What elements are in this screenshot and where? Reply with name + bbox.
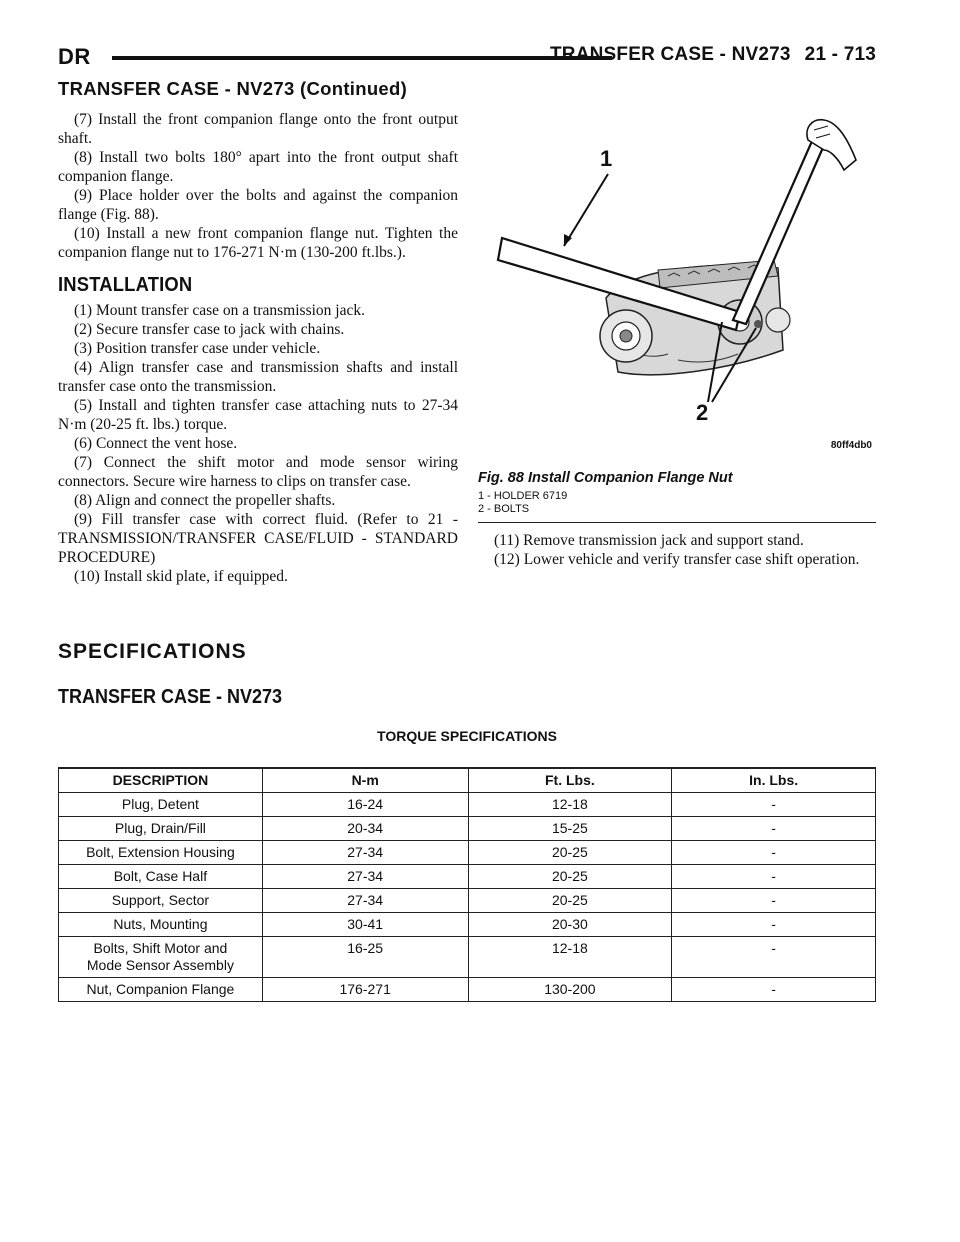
table-cell: 15-25 [468, 817, 672, 841]
table-cell: 20-25 [468, 865, 672, 889]
illustration-holder-and-flange [478, 110, 876, 460]
header-right [550, 44, 876, 66]
right-steps [478, 531, 876, 569]
table-cell: 20-25 [468, 841, 672, 865]
continued-title: TRANSFER CASE - NV273 (Continued) [58, 78, 408, 99]
figure-caption: Fig. 88 Install Companion Flange Nut [478, 470, 733, 486]
table-cell: Bolt, Extension Housing [59, 841, 263, 865]
table-cell: 16-25 [262, 937, 468, 978]
table-cell: - [672, 889, 876, 913]
step-text: (12) Lower vehicle and verify transfer case shift operation. [494, 551, 860, 568]
step-text: (5) Install and tighten transfer case attaching nuts to 27-34 N·m (20-25 ft. lbs.) torque. [58, 397, 458, 433]
legend-item: 2 - BOLTS [478, 503, 530, 515]
table-cell: - [672, 937, 876, 978]
table-row [59, 978, 876, 1002]
column-header: Ft. Lbs. [468, 768, 672, 793]
table-cell: 12-18 [468, 937, 672, 978]
step-text: (6) Connect the vent hose. [74, 435, 238, 452]
right-column [478, 110, 876, 569]
table-cell: Nuts, Mounting [59, 913, 263, 937]
step-text: (3) Position transfer case under vehicle. [74, 340, 321, 357]
step-text: (2) Secure transfer case to jack with chains. [74, 321, 345, 338]
table-cell: - [672, 865, 876, 889]
table-cell: - [672, 793, 876, 817]
step-text: (10) Install skid plate, if equipped. [74, 568, 288, 585]
figure-legend [478, 490, 876, 523]
installation-heading: INSTALLATION [58, 274, 193, 296]
table-row [59, 889, 876, 913]
table-row [59, 793, 876, 817]
step-text: (8) Align and connect the propeller shafts. [74, 492, 336, 509]
table-cell: Nut, Companion Flange [59, 978, 263, 1002]
specifications-subheading: TRANSFER CASE - NV273 [58, 686, 283, 708]
step-text: (1) Mount transfer case on a transmission jack. [74, 302, 365, 319]
step-text: (9) Place holder over the bolts and against the companion flange (Fig. 88). [58, 187, 458, 223]
table-cell: 20-30 [468, 913, 672, 937]
torque-specifications-table [58, 767, 876, 1002]
table-cell: - [672, 841, 876, 865]
header-left: DR [58, 44, 91, 69]
table-row [59, 865, 876, 889]
step-text: (10) Install a new front companion flange nut. Tighten the companion flange nut to 176-271 N·m (130-200 ft.lbs.). [58, 225, 458, 261]
callout-1: 1 [600, 146, 613, 171]
table-cell: - [672, 978, 876, 1002]
step-text: (8) Install two bolts 180° apart into the front output shaft companion flange. [58, 149, 458, 185]
table-header-row [59, 768, 876, 793]
table-cell: 20-25 [468, 889, 672, 913]
table-cell: 27-34 [262, 865, 468, 889]
table-cell: 16-24 [262, 793, 468, 817]
table-title: TORQUE SPECIFICATIONS [377, 728, 557, 744]
table-cell: 27-34 [262, 889, 468, 913]
legend-item: 1 - HOLDER 6719 [478, 490, 568, 502]
figure-88 [478, 110, 876, 460]
table-cell: 12-18 [468, 793, 672, 817]
step-text: (9) Fill transfer case with correct fluid. (Refer to 21 - TRANSMISSION/TRANSFER CASE/FLUID - STANDARD PROCEDURE) [58, 511, 458, 566]
table-cell: Plug, Detent [59, 793, 263, 817]
page-number: 21 - 713 [804, 44, 876, 65]
table-cell: - [672, 913, 876, 937]
table-row [59, 913, 876, 937]
header-rule [112, 56, 612, 60]
table-cell: Bolt, Case Half [59, 865, 263, 889]
figure-code: 80ff4db0 [830, 440, 872, 451]
page-header [58, 44, 876, 74]
table-cell: 30-41 [262, 913, 468, 937]
left-column [58, 110, 458, 586]
table-cell: 27-34 [262, 841, 468, 865]
table-cell: 176-271 [262, 978, 468, 1002]
column-header: DESCRIPTION [59, 768, 263, 793]
callout-2: 2 [696, 400, 709, 425]
table-row [59, 817, 876, 841]
table-cell: Support, Sector [59, 889, 263, 913]
table-cell: - [672, 817, 876, 841]
step-text: (7) Install the front companion flange onto the front output shaft. [58, 111, 458, 147]
step-text: (4) Align transfer case and transmission shafts and install transfer case onto the transmission. [58, 359, 458, 395]
table-cell: Bolts, Shift Motor and Mode Sensor Assembly [59, 937, 263, 978]
header-section: TRANSFER CASE - NV273 [549, 44, 791, 65]
table-cell: Plug, Drain/Fill [59, 817, 263, 841]
table-row [59, 937, 876, 978]
column-header: In. Lbs. [672, 768, 876, 793]
table-cell: 20-34 [262, 817, 468, 841]
specifications-heading: SPECIFICATIONS [58, 640, 247, 663]
step-text: (7) Connect the shift motor and mode sensor wiring connectors. Secure wire harness to clips on transfer case. [58, 454, 458, 490]
table-row [59, 841, 876, 865]
step-text: (11) Remove transmission jack and support stand. [494, 532, 804, 549]
column-header: N-m [262, 768, 468, 793]
table-cell: 130-200 [468, 978, 672, 1002]
